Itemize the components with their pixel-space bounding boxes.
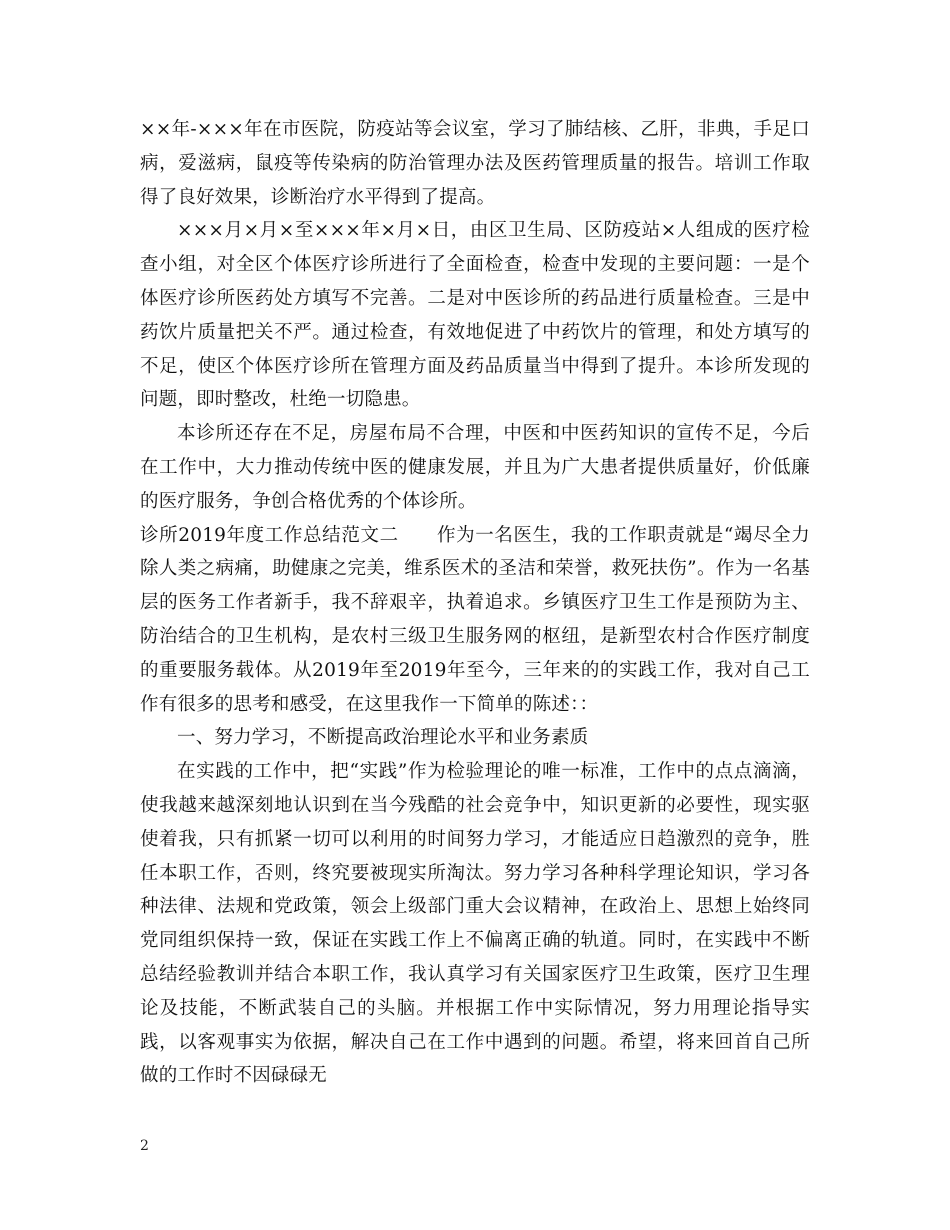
paragraph-5-heading: 一、努力学习，不断提高政治理论水平和业务素质	[177, 727, 589, 749]
paragraph-2: ×××月×月×至×××年×月×日，由区卫生局、区防疫站×人组成的医疗检查小组，对全区个体医疗诊所进行了全面检查，检查中发现的主要问题：一是个体医疗诊所医药处方填写不完善。二是对中医诊所的药品进行质量检查。三是中药饮片质量把关不严。通过检查，有效地促进了中药饮片的管理，和处方填写的不足，使区个体医疗诊所在管理方面及药品质量当中得到了提升。本诊所发现的问题，即时整改，杜绝一切隐患。	[140, 220, 810, 411]
page-number: 2	[140, 1138, 149, 1154]
paragraph-3: 本诊所还存在不足，房屋布局不合理，中医和中医药知识的宣传不足，今后在工作中，大力推动传统中医的健康发展，并且为广大患者提供质量好，价低廉的医疗服务，争创合格优秀的个体诊所。	[140, 423, 810, 512]
paragraph-4-section-title: 诊所2019年度工作总结范文二 作为一名医生，我的工作职责就是“竭尽全力除人类之病痛，助健康之完美，维系医术的圣洁和荣誉，救死扶伤”。作为一名基层的医务工作者新手，我不辞艰辛，执着追求。乡镇医疗卫生工作是预防为主、防治结合的卫生机构，是农村三级卫生服务网的枢纽，是新型农村合作医疗制度的重要服务载体。从2019年至2019年至今，三年来的的实践工作，我对自己工作有很多的思考和感受，在这里我作一下简单的陈述：：	[140, 524, 810, 715]
paragraph-1: ××年-×××年在市医院，防疫站等会议室，学习了肺结核、乙肝，非典，手足口病，爱滋病，鼠疫等传染病的防治管理办法及医药管理质量的报告。培训工作取得了良好效果，诊断治疗水平得到了提高。	[140, 119, 810, 208]
document-body	[140, 113, 810, 1093]
paragraph-6: 在实践的工作中，把“实践”作为检验理论的唯一标准，工作中的点点滴滴，使我越来越深刻地认识到在当今残酷的社会竞争中，知识更新的必要性，现实驱使着我，只有抓紧一切可以利用的时间努力学习，才能适应日趋激烈的竞争，胜任本职工作，否则，终究要被现实所淘汰。努力学习各种科学理论知识，学习各种法律、法规和党政策，领会上级部门重大会议精神，在政治上、思想上始终同党同组织保持一致，保证在实践工作上不偏离正确的轨道。同时，在实践中不断总结经验教训并结合本职工作，我认真学习有关国家医疗卫生政策，医疗卫生理论及技能，不断武装自己的头脑。并根据工作中实际情况，努力用理论指导实践，以客观事实为依据，解决自己在工作中遇到的问题。希望，将来回首自己所做的工作时不因碌碌无	[140, 761, 810, 1087]
